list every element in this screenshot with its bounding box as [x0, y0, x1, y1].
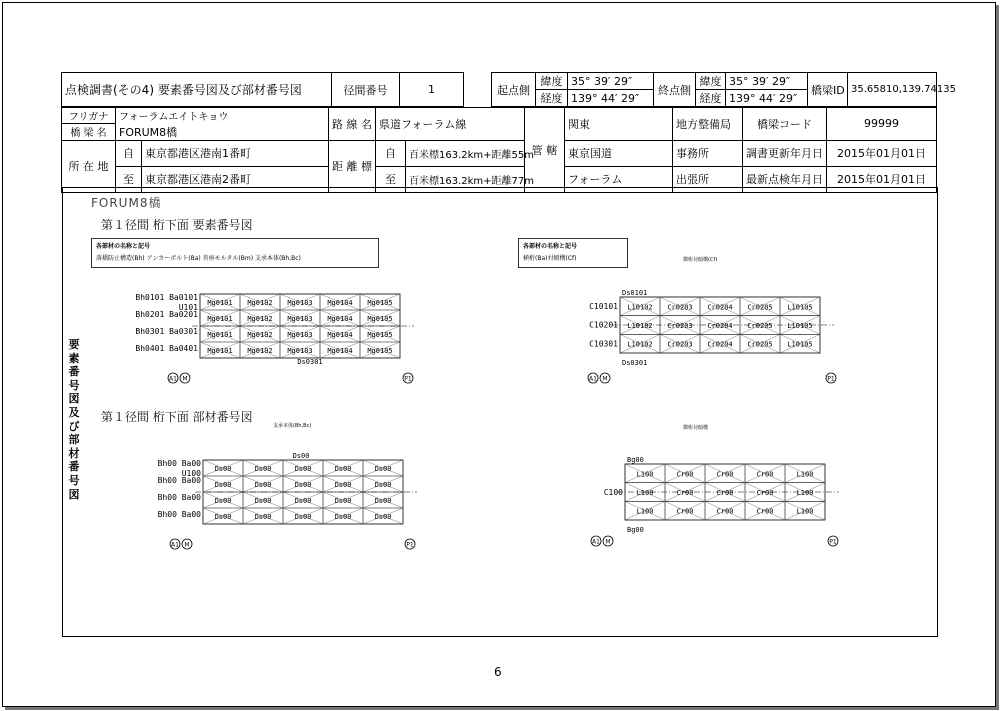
- cell-label: Mg0101: [207, 315, 233, 323]
- row-label: Bh00 Ba00: [157, 509, 201, 519]
- cell-label: Mg0101: [207, 299, 233, 307]
- extra-label: U101: [178, 303, 198, 312]
- cell-label: Cr0204: [707, 322, 733, 330]
- cell-label: L10105: [787, 340, 813, 349]
- furigana-value: フォーラムエイトキョウ: [116, 108, 329, 124]
- support-label: A1: [589, 375, 597, 383]
- cell-label: Cr0204: [707, 340, 733, 349]
- end-lat-value: 35° 39′ 29″: [726, 73, 808, 90]
- updated-value: 2015年01月01日: [827, 140, 937, 166]
- bridge-code-value: 99999: [827, 108, 937, 141]
- cell-label: Cr00: [716, 507, 734, 516]
- cell-label: Mg0105: [367, 315, 393, 323]
- row-label: Bh0401 Ba0401: [135, 343, 198, 353]
- cell-label: Cr00: [716, 470, 734, 479]
- distance-label: 距 離 標: [329, 140, 376, 192]
- extra-label: U100: [181, 469, 201, 478]
- cell-label: Mg0101: [207, 347, 233, 355]
- bottom-label: Ds0301: [297, 358, 323, 366]
- cell-label: Mg0103: [287, 331, 313, 339]
- mgmt-unit-3: 出張所: [673, 166, 743, 192]
- cell-label: Ds00: [334, 465, 352, 473]
- mgmt-label: 管 轄: [525, 108, 565, 193]
- address-from: 東京都港区港南1番町: [142, 140, 329, 166]
- cell-label: Cr0203: [667, 322, 693, 330]
- cell-label: Mg0104: [327, 299, 353, 307]
- mgmt-name-3: フォーラム: [565, 166, 673, 192]
- cell-label: Ds00: [214, 513, 232, 521]
- address-to-label: 至: [116, 166, 142, 192]
- cell-label: Mg0103: [287, 299, 313, 307]
- row-label: C10301: [589, 339, 618, 349]
- support-label: P1: [829, 538, 837, 546]
- legend-left-heading: 各部材の名称と記号: [96, 243, 151, 250]
- start-lon-label: 経度: [536, 90, 568, 107]
- cell-label: Cr0204: [707, 303, 733, 312]
- support-label: A1: [592, 538, 600, 546]
- cell-label: L100: [796, 507, 814, 516]
- section1-title: 第１径間 桁下面 要素番号図: [101, 218, 253, 232]
- cell-label: Mg0102: [247, 331, 273, 339]
- cell-label: Ds00: [334, 481, 352, 489]
- note-left-bottom: 支承本体(Bh,Bc): [273, 423, 312, 429]
- address-label: 所 在 地: [62, 140, 116, 192]
- cell-label: Mg0103: [287, 347, 313, 355]
- bridge-title: FORUM8橋: [91, 196, 162, 210]
- bridge-info-table: [61, 107, 937, 193]
- cell-label: Cr0205: [747, 303, 773, 312]
- header-table: [61, 72, 956, 107]
- bridge-name-label: 橋 梁 名: [62, 124, 116, 141]
- address-from-label: 自: [116, 140, 142, 166]
- row-label: Bh00 Ba00: [157, 492, 201, 502]
- element-diagram-left: [63, 188, 937, 636]
- cell-label: Cr0205: [747, 340, 773, 349]
- end-lat-label: 緯度: [696, 73, 726, 90]
- distance-from: 百米標163.2km+距離55m: [406, 140, 525, 166]
- cell-label: Mg0105: [367, 347, 393, 355]
- cell-label: Ds00: [334, 513, 352, 521]
- cell-label: Ds00: [294, 465, 312, 473]
- cell-label: Mg0101: [207, 331, 233, 339]
- end-lon-value: 139° 44′ 29″: [726, 90, 808, 107]
- cell-label: Ds00: [254, 465, 272, 473]
- cell-label: L10102: [627, 322, 653, 330]
- updated-label: 調書更新年月日: [743, 140, 827, 166]
- cell-label: Ds00: [294, 481, 312, 489]
- end-lon-label: 経度: [696, 90, 726, 107]
- cell-label: L100: [636, 489, 654, 497]
- end-side-label: 終点側: [654, 73, 696, 107]
- cell-label: Mg0104: [327, 315, 353, 323]
- cell-label: Mg0102: [247, 299, 273, 307]
- cell-label: Mg0104: [327, 331, 353, 339]
- cell-label: Ds00: [374, 465, 392, 473]
- cell-label: Cr00: [676, 489, 694, 497]
- page-number: 6: [494, 665, 502, 679]
- start-lat-label: 緯度: [536, 73, 568, 90]
- distance-from-label: 自: [376, 140, 406, 166]
- cell-label: Cr00: [756, 470, 774, 479]
- section2-title: 第１径間 桁下面 部材番号図: [101, 410, 253, 424]
- bridge-name-value: FORUM8橋: [116, 124, 329, 141]
- mgmt-name-1: 関東: [565, 108, 673, 141]
- mgmt-unit-1: 地方整備局: [673, 108, 743, 141]
- bottom-label: Ds0301: [622, 359, 648, 367]
- cell-label: Ds00: [214, 497, 232, 505]
- mgmt-name-2: 東京国道: [565, 140, 673, 166]
- row-label: Bh00 Ba00: [157, 459, 201, 468]
- legend-left-text: 落橋防止構造(Bh) アンカーボルト(Ba) 沓座モルタル(Bm) 支承本体(Bh,Bc): [96, 255, 301, 262]
- support-label: P1: [404, 375, 412, 383]
- support-label: A1: [171, 541, 179, 549]
- support-label: A1: [169, 375, 177, 383]
- cell-label: Mg0102: [247, 347, 273, 355]
- inspected-label: 最新点検年月日: [743, 166, 827, 192]
- cell-label: Cr00: [676, 507, 694, 516]
- cell-label: Ds00: [374, 513, 392, 521]
- cell-label: Ds00: [334, 497, 352, 505]
- furigana-label: フリガナ: [62, 108, 116, 124]
- cell-label: Ds00: [374, 481, 392, 489]
- address-to: 東京都港区港南2番町: [142, 166, 329, 192]
- row-label: C10201: [589, 320, 618, 330]
- cell-label: Cr00: [716, 489, 734, 497]
- mgmt-unit-2: 事務所: [673, 140, 743, 166]
- start-side-label: 起点側: [492, 73, 536, 107]
- route-label: 路 線 名: [329, 108, 376, 141]
- row-label: C10101: [589, 302, 618, 311]
- cell-label: L10102: [627, 303, 653, 312]
- cell-label: Cr0203: [667, 340, 693, 349]
- bridge-id-value: 35.65810,139.74135: [848, 73, 937, 107]
- support-label: M: [182, 375, 188, 383]
- cell-label: Ds00: [254, 497, 272, 505]
- start-lon-value: 139° 44′ 29″: [568, 90, 654, 107]
- top-label: Ds00: [292, 452, 310, 460]
- side-vertical-label: 要素番号図及び部材番号図: [68, 338, 80, 501]
- cell-label: L10105: [787, 322, 813, 330]
- cell-label: L10105: [787, 303, 813, 312]
- start-lat-value: 35° 39′ 29″: [568, 73, 654, 90]
- cell-label: Ds00: [294, 513, 312, 521]
- cell-label: Mg0105: [367, 331, 393, 339]
- support-label: P1: [827, 375, 835, 383]
- cell-label: Cr0205: [747, 322, 773, 330]
- cell-label: Mg0103: [287, 315, 313, 323]
- cell-label: Cr0203: [667, 303, 693, 312]
- row-label: Bh0201 Ba0201: [135, 309, 198, 319]
- legend-right-heading: 各部材の名称と記号: [523, 243, 578, 250]
- cell-label: Mg0105: [367, 299, 393, 307]
- note-right-bottom: 横桁対傾構: [683, 425, 709, 431]
- cell-label: Ds00: [254, 481, 272, 489]
- cell-label: Ds00: [214, 481, 232, 489]
- span-no-label: 径間番号: [332, 73, 400, 107]
- cell-label: Ds00: [294, 497, 312, 505]
- span-no-value: 1: [400, 73, 464, 107]
- support-label: M: [184, 541, 190, 549]
- row-label: Bh00 Ba00: [157, 475, 201, 485]
- bottom-label: Bg00: [627, 526, 644, 534]
- cell-label: Mg0102: [247, 315, 273, 323]
- support-label: M: [605, 538, 611, 546]
- note-right-top: 横桁対傾構(Cf): [683, 257, 718, 263]
- support-label: M: [602, 375, 608, 383]
- cell-label: Ds00: [214, 465, 232, 473]
- distance-to: 百米標163.2km+距離77m: [406, 166, 525, 192]
- row-label: Bh0101 Ba0101: [135, 293, 198, 302]
- route-value: 県道フォーラム線: [376, 108, 525, 141]
- legend-right-text: 横桁(Ba)対傾構(Cf): [523, 255, 577, 262]
- inspected-value: 2015年01月01日: [827, 166, 937, 192]
- distance-to-label: 至: [376, 166, 406, 192]
- support-label: P1: [406, 541, 414, 549]
- drawing-panel: [62, 187, 938, 637]
- bridge-id-label: 橋梁ID: [808, 73, 848, 107]
- cell-label: Cr00: [676, 470, 694, 479]
- cell-label: L100: [636, 507, 654, 516]
- top-label: Bg00: [627, 456, 644, 464]
- cell-label: Ds00: [254, 513, 272, 521]
- cell-label: Mg0104: [327, 347, 353, 355]
- cell-label: Cr00: [756, 507, 774, 516]
- cell-label: L100: [636, 470, 654, 479]
- row-label: Bh0301 Ba0301: [135, 326, 198, 336]
- top-label: Ds0101: [622, 289, 648, 297]
- left-label: C100: [603, 488, 623, 497]
- sheet-title: 点検調書(その4) 要素番号図及び部材番号図: [62, 73, 332, 107]
- bridge-code-label: 橋梁コード: [743, 108, 827, 141]
- cell-label: Ds00: [374, 497, 392, 505]
- cell-label: L100: [796, 470, 814, 479]
- cell-label: L100: [796, 489, 814, 497]
- cell-label: Cr00: [756, 489, 774, 497]
- cell-label: L10102: [627, 340, 653, 349]
